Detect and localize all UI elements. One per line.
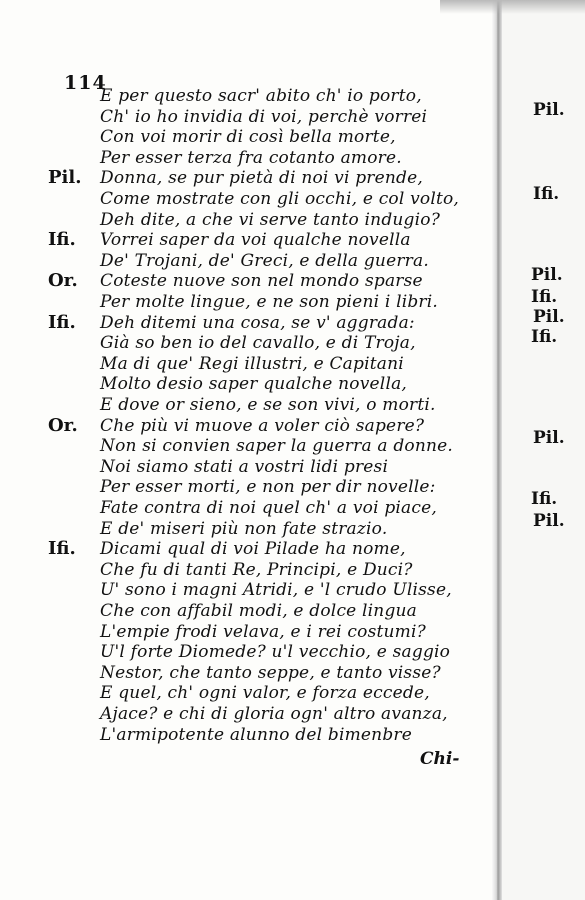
speaker-label: Ifi.: [48, 312, 76, 333]
verse-line: Per molte lingue, e ne son pieni i libri.: [100, 292, 438, 312]
verse-line: E dove or sieno, e se son vivi, o morti.: [100, 395, 436, 415]
verse-line: Ajace? e chi di gloria ogn' altro avanza,: [100, 704, 448, 724]
verse-line: E per questo sacr' abito ch' io porto,: [100, 86, 422, 106]
verse-line: L'armipotente alunno del bimenbre: [100, 725, 412, 745]
verse-line: Noi siamo stati a vostri lidi presi: [100, 457, 389, 477]
speaker-label: Pil.: [48, 167, 82, 188]
facing-speaker-label: Pil.: [533, 428, 565, 448]
facing-speaker-label: Pil.: [533, 100, 565, 120]
verse-line: E de' miseri più non fate strazio.: [100, 519, 388, 539]
verse-line: Ch' io ho invidia di voi, perchè vorrei: [100, 107, 428, 127]
verse-line: Dicami qual di voi Pilade ha nome,: [100, 539, 406, 559]
verse-line: Per esser terza fra cotanto amore.: [100, 148, 402, 168]
facing-speaker-label: Ifi.: [531, 489, 558, 509]
verse-line: Con voi morir di così bella morte,: [100, 127, 396, 147]
verse-line: Vorrei saper da voi qualche novella: [100, 230, 411, 250]
verse-line: U' sono i magni Atridi, e 'l crudo Ulisse,: [100, 580, 452, 600]
facing-page: [502, 0, 585, 900]
facing-speaker-label: Ifi.: [533, 184, 560, 204]
verse-line: Deh dite, a che vi serve tanto indugio?: [100, 210, 441, 230]
facing-speaker-label: Pil.: [533, 511, 565, 531]
verse-line: Che con affabil modi, e dolce lingua: [100, 601, 418, 621]
scan-shadow: [440, 0, 585, 14]
speaker-label: Or.: [48, 270, 78, 291]
catchword: Chi-: [420, 749, 460, 769]
verse-line: Non si convien saper la guerra a donne.: [100, 436, 453, 456]
verse-line: Per esser morti, e non per dir novelle:: [100, 477, 436, 497]
facing-speaker-label: Ifi.: [531, 287, 558, 307]
verse-line: De' Trojani, de' Greci, e della guerra.: [100, 251, 429, 271]
verse-line: Fate contra di noi quel ch' a voi piace,: [100, 498, 437, 518]
facing-speaker-label: Pil.: [531, 265, 563, 285]
facing-speaker-label: Pil.: [533, 307, 565, 327]
verse-line: Come mostrate con gli occhi, e col volto,: [100, 189, 460, 209]
verse-line: Donna, se pur pietà di noi vi prende,: [100, 168, 423, 188]
verse-line: Che più vi muove a voler ciò sapere?: [100, 416, 425, 436]
verse-line: Molto desio saper qualche novella,: [100, 374, 408, 394]
verse-line: U'l forte Diomede? u'l vecchio, e saggio: [100, 642, 451, 662]
verse-line: Ma di que' Regi illustri, e Capitani: [100, 354, 404, 374]
facing-speaker-label: Ifi.: [531, 327, 558, 347]
verse-line: Deh ditemi una cosa, se v' aggrada:: [100, 313, 415, 333]
verse-line: Nestor, che tanto seppe, e tanto visse?: [100, 663, 441, 683]
verse-line: Già so ben io del cavallo, e di Troja,: [100, 333, 416, 353]
book-gutter: [492, 0, 502, 900]
verse-line: L'empie frodi velava, e i rei costumi?: [100, 622, 426, 642]
page-number: 114: [64, 72, 107, 94]
verse-line: Che fu di tanti Re, Principi, e Duci?: [100, 560, 413, 580]
speaker-label: Ifi.: [48, 538, 76, 559]
verse-line: Coteste nuove son nel mondo sparse: [100, 271, 423, 291]
verse-line: E quel, ch' ogni valor, e forza eccede,: [100, 683, 430, 703]
speaker-label: Or.: [48, 415, 78, 436]
speaker-label: Ifi.: [48, 229, 76, 250]
